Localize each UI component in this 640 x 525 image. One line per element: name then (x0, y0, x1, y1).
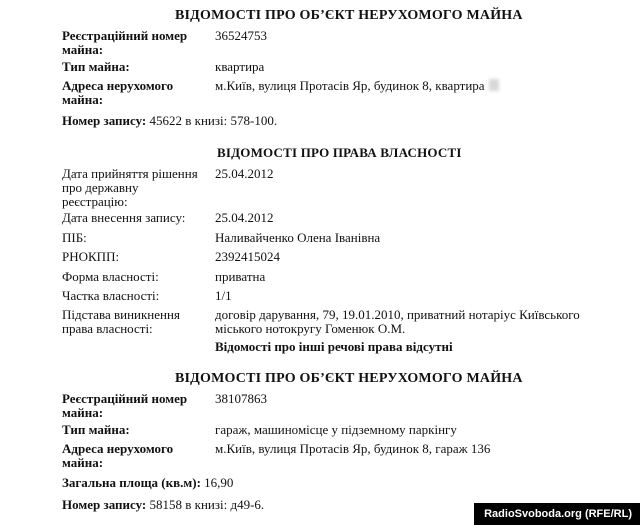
ownership-share-label: Частка власності: (62, 288, 160, 303)
tax-number-value: 2392415024 (215, 249, 280, 264)
property1-heading: ВІДОМОСТІ ПРО ОБ’ЄКТ НЕРУХОМОГО МАЙНА (175, 8, 523, 23)
entry-date-value: 25.04.2012 (215, 210, 274, 225)
decision-date-label: Дата прийняття рішення про державну реєстрацію: (62, 166, 198, 209)
decision-date-value: 25.04.2012 (215, 166, 274, 181)
ownership-share-value: 1/1 (215, 288, 232, 303)
tax-number-label: РНОКПП: (62, 249, 120, 264)
property2-type-label: Тип майна: (62, 422, 130, 437)
other-rights-note: Відомості про інші речові права відсутні (215, 339, 453, 354)
property2-reg-label: Реєстраційний номер майна: (62, 391, 188, 420)
property2-type-value: гараж, машиномісце у підземному паркінгу (215, 422, 457, 437)
property1-address-value: м.Київ, вулиця Протасів Яр, будинок 8, квартира (215, 79, 499, 93)
property2-reg-value: 38107863 (215, 391, 267, 406)
property1-reg-label: Реєстраційний номер майна: (62, 28, 188, 57)
ownership-basis-label: Підстава виникнення права власності: (62, 307, 180, 336)
property1-reg-value: 36524753 (215, 28, 267, 43)
owner-name-label: ПІБ: (62, 230, 87, 245)
property2-address-label: Адреса нерухомого майна: (62, 441, 174, 470)
ownership-heading: ВІДОМОСТІ ПРО ПРАВА ВЛАСНОСТІ (217, 145, 462, 160)
ownership-form-value: приватна (215, 269, 266, 284)
property2-address-value: м.Київ, вулиця Протасів Яр, будинок 8, гараж 136 (215, 441, 491, 456)
source-watermark: RadioSvoboda.org (RFE/RL) (474, 503, 640, 525)
entry-date-label: Дата внесення запису: (62, 210, 186, 225)
property2-area: Загальна площа (кв.м): 16,90 (62, 475, 234, 490)
ownership-basis-value: договір дарування, 79, 19.01.2010, приватний нотаріус Київського міського нотокругу Гоменюк О.М. (215, 307, 580, 336)
property1-address-label: Адреса нерухомого майна: (62, 78, 174, 107)
property1-record: Номер запису: 45622 в книзі: 578-100. (62, 113, 278, 128)
property2-record: Номер запису: 58158 в книзі: д49-6. (62, 497, 265, 512)
property1-type-value: квартира (215, 59, 265, 74)
property1-type-label: Тип майна: (62, 59, 130, 74)
redacted-blur (489, 79, 499, 91)
property2-heading: ВІДОМОСТІ ПРО ОБ’ЄКТ НЕРУХОМОГО МАЙНА (175, 371, 523, 386)
owner-name-value: Наливайченко Олена Іванівна (215, 230, 381, 245)
ownership-form-label: Форма власності: (62, 269, 159, 284)
